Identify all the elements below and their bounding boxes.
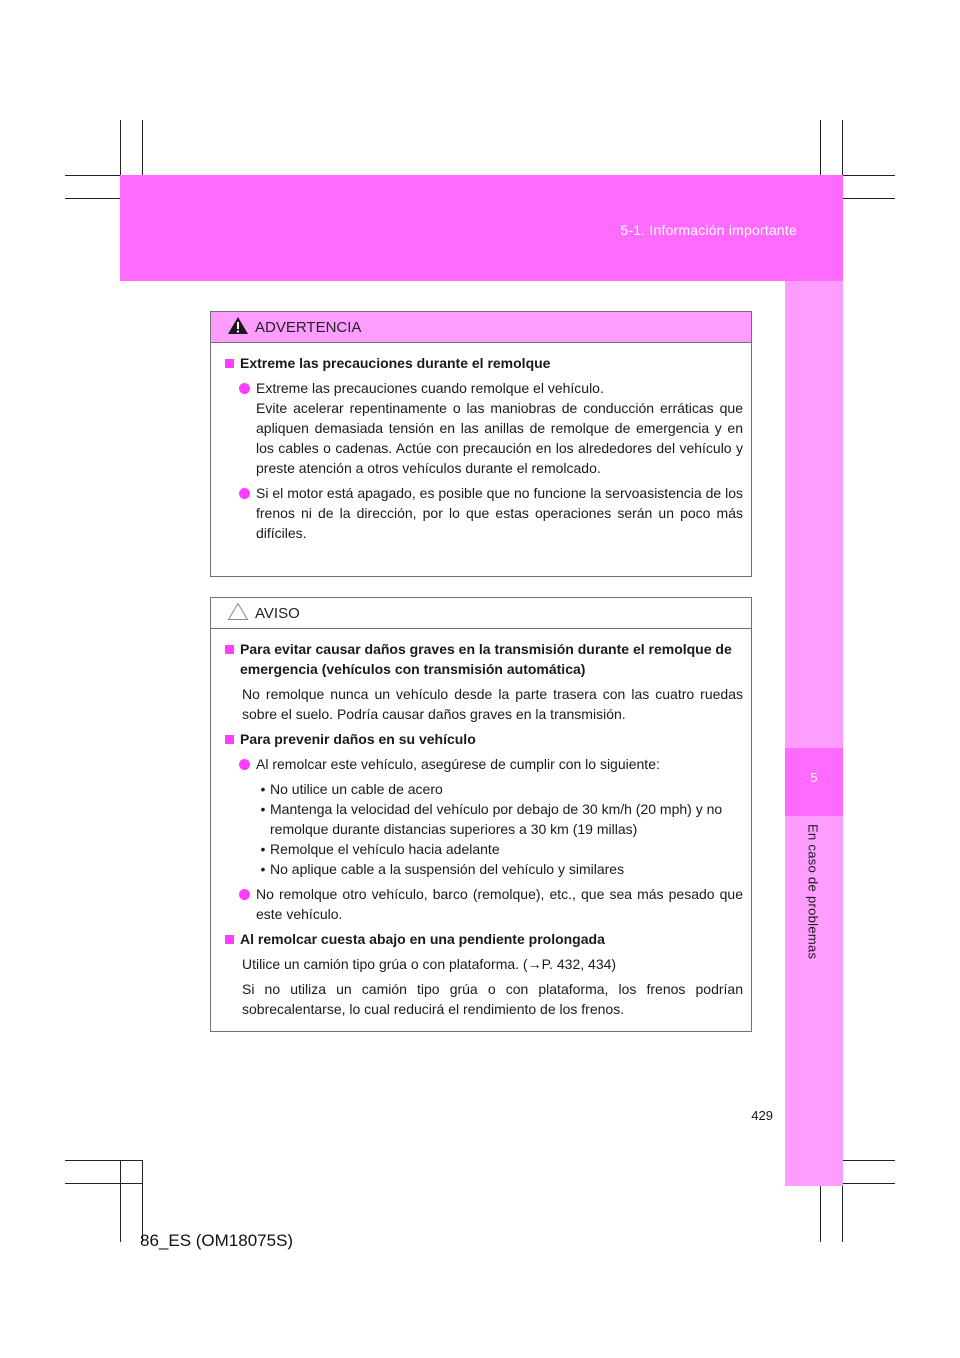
list-item-text xyxy=(256,378,743,478)
chapter-label xyxy=(784,824,842,974)
notice-body xyxy=(211,629,751,1038)
warning-header xyxy=(211,312,751,343)
warning-triangle-filled-icon xyxy=(227,316,249,339)
crop-mark xyxy=(120,1160,121,1242)
warning-title: ADVERTENCIA xyxy=(255,318,362,336)
bullet-icon: • xyxy=(260,801,266,817)
list-item-text: No remolque otro vehículo, barco (remolque), etc., que sea más pesado que este vehículo. xyxy=(256,886,743,922)
circle-bullet-icon xyxy=(239,488,250,499)
section-heading xyxy=(225,729,743,749)
warning-body xyxy=(211,343,751,562)
chapter-number: 5 xyxy=(810,770,818,785)
paragraph: Evite acelerar repentinamente o las maniobras de conducción erráticas que apliquen demasiada tensión en las anillas de remolque de emergencia y en los cables o cadenas. Actúe con precaución en los alrededores del vehículo y preste atención a otros vehículos durante el remolcado. xyxy=(256,400,743,476)
page-number: 429 xyxy=(751,1108,773,1123)
square-bullet-icon xyxy=(225,645,234,654)
list-item-text xyxy=(256,483,743,543)
circle-bullet-icon xyxy=(239,889,250,900)
document-code: 86_ES (OM18075S) xyxy=(140,1231,294,1250)
bullet-icon: • xyxy=(260,841,266,857)
chapter-tab xyxy=(785,281,843,1186)
paragraph: Si el motor está apagado, es posible que no funcione la servoasistencia de los frenos ni de la dirección, por lo que estas operaciones serán un poco más difíciles. xyxy=(256,485,743,541)
notice-header xyxy=(211,598,751,629)
crop-mark xyxy=(142,1160,143,1242)
sub-list-item-text: No aplique cable a la suspensión del vehículo y similares xyxy=(270,861,625,877)
bullet-icon: • xyxy=(260,781,266,797)
paragraph: Utilice un camión tipo grúa o con plataforma. (→P. 432, 434) xyxy=(242,956,617,972)
header-band xyxy=(120,175,843,281)
section-heading-text: Extreme las precauciones durante el remolque xyxy=(240,355,551,371)
sub-list-item xyxy=(256,799,743,839)
section-heading xyxy=(225,929,743,949)
sub-list-item xyxy=(256,859,743,879)
section-title: 5-1. Información importante xyxy=(620,222,797,238)
crop-mark xyxy=(65,1183,143,1184)
section-heading xyxy=(225,639,743,679)
section-heading-text: Para prevenir daños en su vehículo xyxy=(240,731,476,747)
paragraph: No remolque nunca un vehículo desde la parte trasera con las cuatro ruedas sobre el suelo. Podría causar daños graves en la transmisión. xyxy=(242,686,743,722)
sub-list xyxy=(256,779,743,879)
notice-box xyxy=(210,597,752,1032)
sub-list-item-text: Remolque el vehículo hacia adelante xyxy=(270,841,500,857)
list-item xyxy=(239,754,743,774)
square-bullet-icon xyxy=(225,735,234,744)
section-heading xyxy=(225,353,743,373)
list-item xyxy=(239,884,743,924)
caution-triangle-outline-icon xyxy=(227,602,249,625)
notice-title: AVISO xyxy=(255,604,300,622)
sub-list-item xyxy=(256,779,743,799)
bullet-icon: • xyxy=(260,861,266,877)
section-heading-text: Para evitar causar daños graves en la transmisión durante el remolque de emergencia (vehículos con transmisión automática) xyxy=(240,641,732,677)
chapter-label-text: En caso de problemas xyxy=(805,824,821,960)
list-item xyxy=(239,378,743,478)
crop-mark xyxy=(65,1160,143,1161)
sub-list-item-text: No utilice un cable de acero xyxy=(270,781,443,797)
circle-bullet-icon xyxy=(239,759,250,770)
warning-box xyxy=(210,311,752,577)
circle-bullet-icon xyxy=(239,383,250,394)
list-item xyxy=(239,483,743,543)
square-bullet-icon xyxy=(225,359,234,368)
section-heading-text: Al remolcar cuesta abajo en una pendiente prolongada xyxy=(240,931,605,947)
list-item-text: Al remolcar este vehículo, asegúrese de cumplir con lo siguiente: xyxy=(256,756,660,772)
paragraph: Extreme las precauciones cuando remolque el vehículo. xyxy=(256,380,604,396)
sub-list-item xyxy=(256,839,743,859)
paragraph: Si no utiliza un camión tipo grúa o con plataforma, los frenos podrían sobrecalentarse, lo cual reducirá el rendimiento de los frenos. xyxy=(242,981,743,1017)
sub-list-item-text: Mantenga la velocidad del vehículo por debajo de 30 km/h (20 mph) y no remolque durante distancias superiores a 30 km (19 millas) xyxy=(270,801,723,837)
square-bullet-icon xyxy=(225,935,234,944)
